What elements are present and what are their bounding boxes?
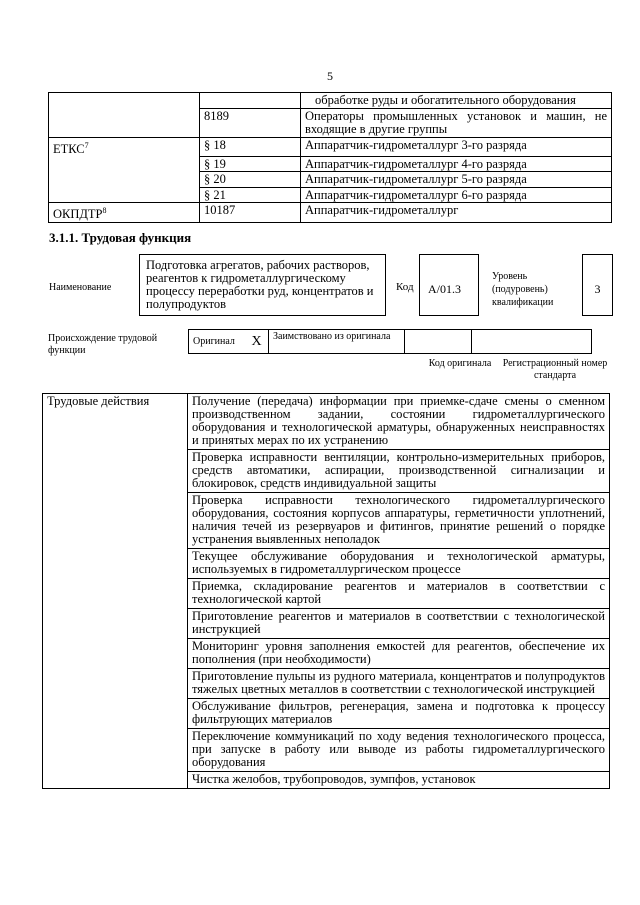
empty-cell [49,172,200,188]
table-row [49,93,612,109]
code-label: Код [396,281,414,293]
borrowed-label: Заимствовано из оригинала [269,330,405,354]
table-row [49,187,612,203]
etks-code: § 19 [200,156,301,172]
origin-label: Происхождение трудовой функции [48,333,158,356]
labor-action: Чистка желобов, трубопроводов, зумпфов, установок [188,772,610,789]
labor-action: Текущее обслуживание оборудования и технологической арматуры, используемых в гидрометаллургическом процессе [188,549,610,579]
labor-action: Переключение коммуникаций по ходу ведения технологического процесса, при запуске в работу или выводе из работы гидрометаллургического оборудования [188,729,610,772]
etks-code: § 21 [200,187,301,203]
okpdtr-label: ОКПДТР$^8$ [49,203,200,223]
labor-actions-table [42,393,610,789]
name-label: Наименование [49,282,112,293]
etks-label: ЕТКС$^7$ [49,137,200,156]
table-row [43,394,610,450]
origin-table [188,329,592,354]
etks-name: Аппаратчик-гидрометаллург 4-го разряда [301,156,612,172]
labor-action: Проверка исправности технологического гидрометаллургического оборудования, состояния корпусов аппаратуры, герметичности уплотнений, наличия течей из резервуаров и фитингов, принятие решений о порядке устранения выявленных неполадок [188,493,610,549]
table-row [49,203,612,223]
empty-cell [49,93,200,109]
labor-action: Приемка, складирование реагентов и материалов в соответствии с технологической картой [188,579,610,609]
etks-name: Аппаратчик-гидрометаллург 5-го разряда [301,172,612,188]
function-code-box: A/01.3 [419,254,479,316]
original-label: Оригинал [189,330,246,354]
table-row [49,156,612,172]
okz-code: 8189 [200,108,301,137]
level-value-box: 3 [582,254,613,316]
table-row [49,137,612,156]
table-row [189,330,592,354]
code-original-label: Код оригинала [428,358,492,369]
section-title: 3.1.1. Трудовая функция [49,230,192,245]
level-label: Уровень (подуровень) квалификации [492,271,554,308]
reg-number-label: Регистрационный номер стандарта [502,358,608,381]
okpdtr-code: 10187 [200,203,301,223]
table-row [49,108,612,137]
labor-action: Мониторинг уровня заполнения емкостей для реагентов, обеспечение их пополнения (при необходимости) [188,639,610,669]
etks-name: Аппаратчик-гидрометаллург 3-го разряда [301,137,612,156]
labor-action: Получение (передача) информации при приемке-сдаче смены о сменном производственном задании, состоянии гидрометаллургического оборудования и технологической арматуры, обнаруженных неисправностях и принятых мерах по их устранению [188,394,610,450]
function-name-box: Подготовка агрегатов, рабочих растворов, реагентов к гидрометаллургическому процессу переработки руд, концентратов и полупродуктов [139,254,386,316]
original-mark: X [245,330,269,354]
classifier-table [48,92,612,223]
empty-cell [49,156,200,172]
etks-code: § 20 [200,172,301,188]
page-number: 5 [327,69,333,83]
okz-name: Операторы промышленных установок и машин, не входящие в другие группы [301,108,612,137]
etks-code: § 18 [200,137,301,156]
labor-action: Проверка исправности вентиляции, контрольно-измерительных приборов, средств автоматики, аспирации, производственной сигнализации и блокировок, средств индивидуальной защиты [188,450,610,493]
labor-actions-header: Трудовые действия [43,394,188,789]
empty-cell [49,108,200,137]
table-row [49,172,612,188]
labor-action: Обслуживание фильтров, регенерация, замена и подготовка к процессу фильтрующих материалов [188,699,610,729]
labor-action: Приготовление пульпы из рудного материала, концентратов и полупродуктов тяжелых цветных металлов в соответствии с технологической инструкцией [188,669,610,699]
empty-cell [49,187,200,203]
continued-cell: обработке руды и обогатительного оборудования [301,93,612,109]
labor-action: Приготовление реагентов и материалов в соответствии с технологической инструкцией [188,609,610,639]
empty-cell [472,330,592,354]
empty-cell [405,330,472,354]
etks-name: Аппаратчик-гидрометаллург 6-го разряда [301,187,612,203]
okpdtr-name: Аппаратчик-гидрометаллург [301,203,612,223]
empty-cell [200,93,301,109]
